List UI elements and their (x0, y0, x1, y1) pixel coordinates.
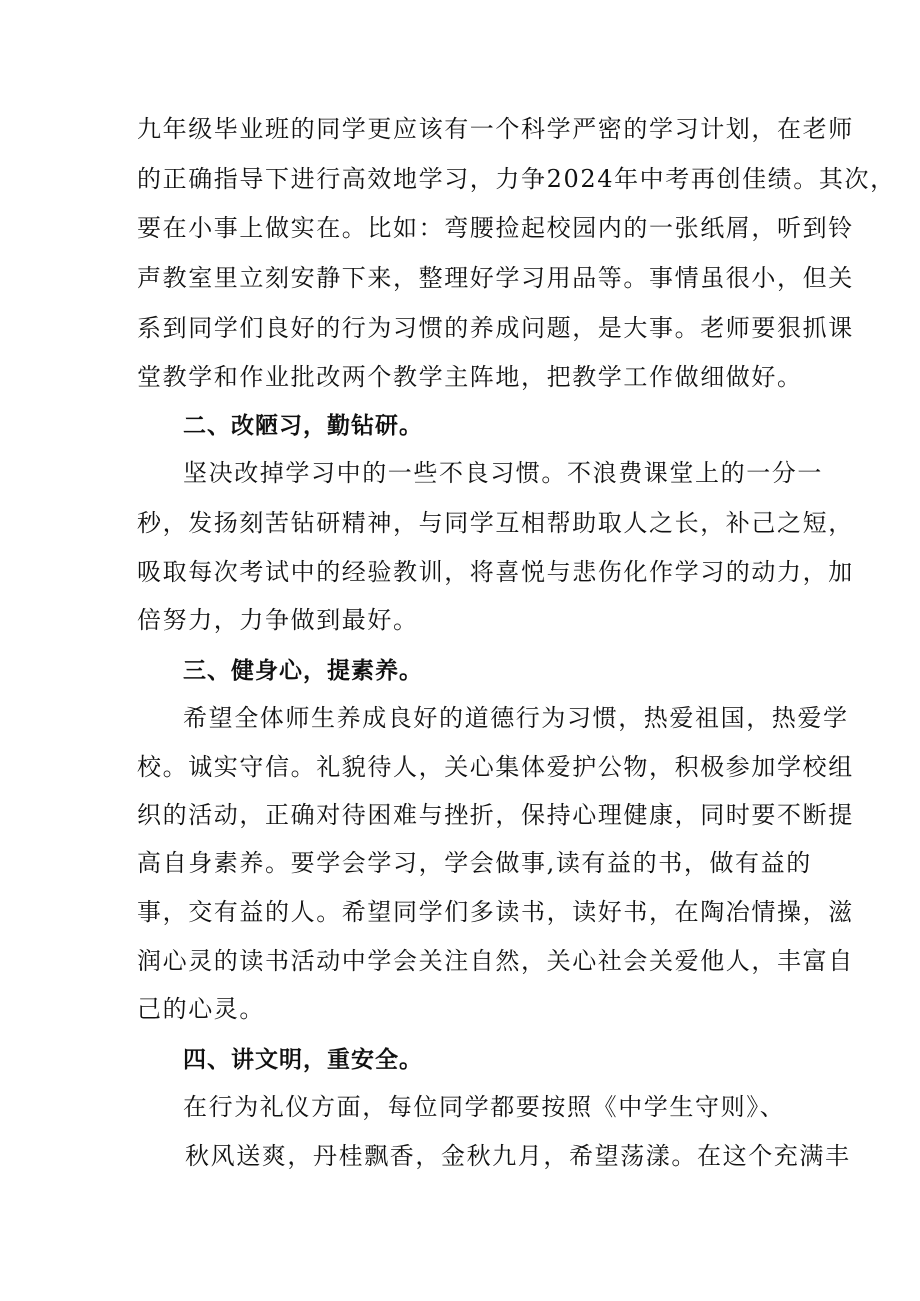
paragraph-2-line-4: 倍努力，力争做到最好。 (137, 606, 419, 634)
paragraph-3-line-1: 希望全体师生养成良好的道德行为习惯，热爱祖国，热爱学 (183, 704, 849, 732)
paragraph-1-line-6: 堂教学和作业批改两个教学主阵地，把教学工作做细做好。 (137, 363, 803, 391)
paragraph-4-line-2: 秋风送爽，丹桂飘香，金秋九月，希望荡漾。在这个充满丰 (185, 1142, 851, 1170)
paragraph-3-line-7: 己的心灵。 (137, 995, 265, 1023)
paragraph-1-line-3: 要在小事上做实在。比如：弯腰捡起校园内的一张纸屑，听到铃 (137, 214, 854, 242)
paragraph-2-line-2: 秒，发扬刻苦钻研精神，与同学互相帮助取人之长，补己之短， (137, 509, 854, 537)
paragraph-3-line-6: 润心灵的读书活动中学会关注自然，关心社会关爱他人，丰富自 (137, 947, 854, 975)
paragraph-1-line-2: 的正确指导下进行高效地学习，力争2024年中考再创佳绩。其次， (137, 165, 896, 193)
paragraph-1-line-1: 九年级毕业班的同学更应该有一个科学严密的学习计划，在老师 (137, 115, 854, 143)
section-heading-4: 四、讲文明，重安全。 (183, 1047, 423, 1073)
paragraph-2-line-1: 坚决改掉学习中的一些不良习惯。不浪费课堂上的一分一 (183, 459, 823, 487)
paragraph-1-line-4: 声教室里立刻安静下来，整理好学习用品等。事情虽很小，但关 (137, 264, 854, 292)
paragraph-2-line-3: 吸取每次考试中的经验教训，将喜悦与悲伤化作学习的动力，加 (137, 558, 854, 586)
paragraph-3-line-2: 校。诚实守信。礼貌待人，关心集体爱护公物，积极参加学校组 (137, 753, 854, 781)
paragraph-1-line-5: 系到同学们良好的行为习惯的养成问题，是大事。老师要狠抓课 (137, 314, 854, 342)
paragraph-3-line-3: 织的活动，正确对待困难与挫折，保持心理健康，同时要不断提 (137, 801, 854, 829)
paragraph-3-line-5: 事，交有益的人。希望同学们多读书，读好书，在陶冶情操，滋 (137, 898, 854, 926)
section-heading-3: 三、健身心，提素养。 (183, 658, 423, 684)
paragraph-3-line-4: 高自身素养。要学会学习，学会做事,读有益的书，做有益的 (137, 849, 812, 877)
paragraph-4-line-1: 在行为礼仪方面，每位同学都要按照《中学生守则》、 (183, 1093, 786, 1121)
section-heading-2: 二、改陋习，勤钻研。 (183, 413, 423, 439)
